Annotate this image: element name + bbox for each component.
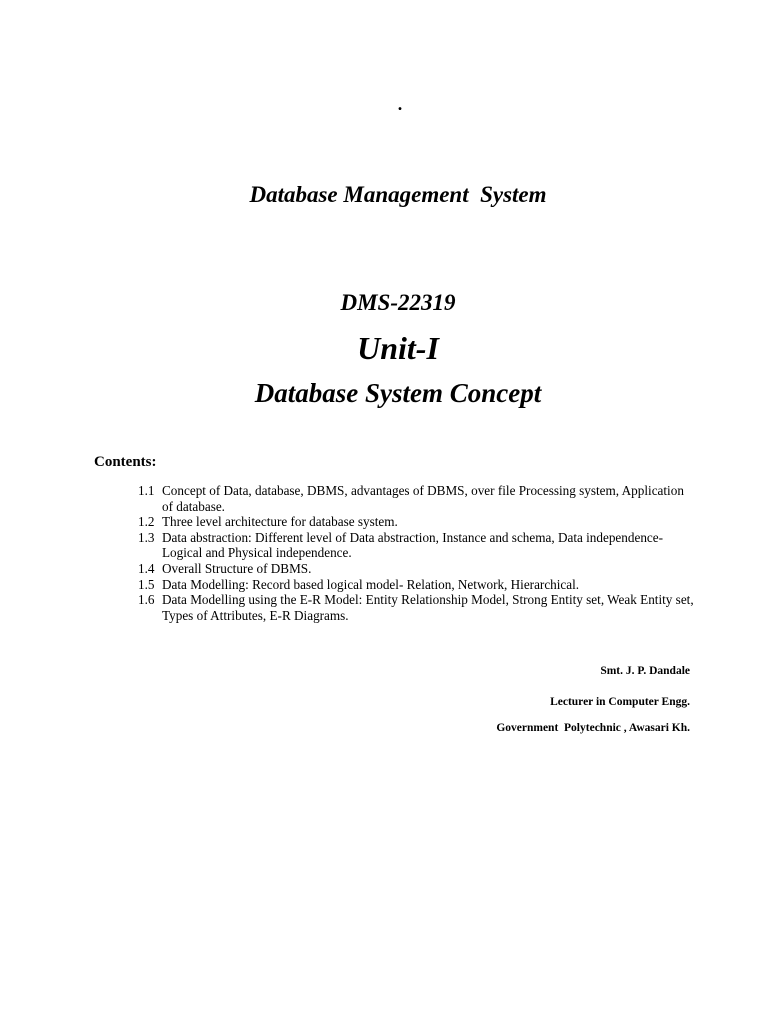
unit-title: Database System Concept — [254, 378, 542, 408]
subject-title: Database Management System — [249, 182, 547, 207]
author-name: Smt. J. P. Dandale — [600, 665, 690, 677]
author-institution: Government Polytechnic , Awasari Kh. — [496, 722, 690, 734]
contents-item-number: 1.6 — [138, 592, 155, 608]
contents-item-number: 1.5 — [138, 576, 155, 592]
contents-item-number: 1.1 — [138, 483, 155, 498]
author-role: Lecturer in Computer Engg. — [550, 696, 690, 708]
contents-item — [138, 577, 698, 593]
contents-item-number: 1.4 — [138, 560, 155, 576]
contents-item — [138, 592, 698, 623]
contents-item-number: 1.2 — [138, 514, 155, 530]
contents-item — [138, 483, 698, 514]
contents-item — [138, 530, 698, 561]
contents-item-text: Data Modelling: Record based logical model- Relation, Network, Hierarchical. — [162, 576, 580, 592]
contents-list — [138, 483, 698, 623]
contents-item-text: Three level architecture for database system. — [162, 514, 398, 530]
contents-heading: Contents: — [94, 454, 157, 470]
contents-item — [138, 561, 698, 577]
contents-item — [138, 514, 698, 530]
unit-heading: Unit-I — [357, 330, 439, 366]
contents-item-text: Concept of Data, database, DBMS, advantages of DBMS, over file Processing system, Application of database. — [162, 483, 684, 514]
contents-item-text: Data Modelling using the E-R Model: Entity Relationship Model, Strong Entity set, Weak Entity set, Types of Attributes, E-R Diagrams. — [162, 592, 694, 623]
contents-item-number: 1.3 — [138, 529, 155, 545]
course-code: DMS-22319 — [340, 290, 456, 315]
contents-item-text: Data abstraction: Different level of Data abstraction, Instance and schema, Data independence- Logical and Physical independence. — [162, 529, 664, 561]
contents-item-text: Overall Structure of DBMS. — [162, 560, 312, 576]
dot-mark: . — [397, 94, 403, 114]
